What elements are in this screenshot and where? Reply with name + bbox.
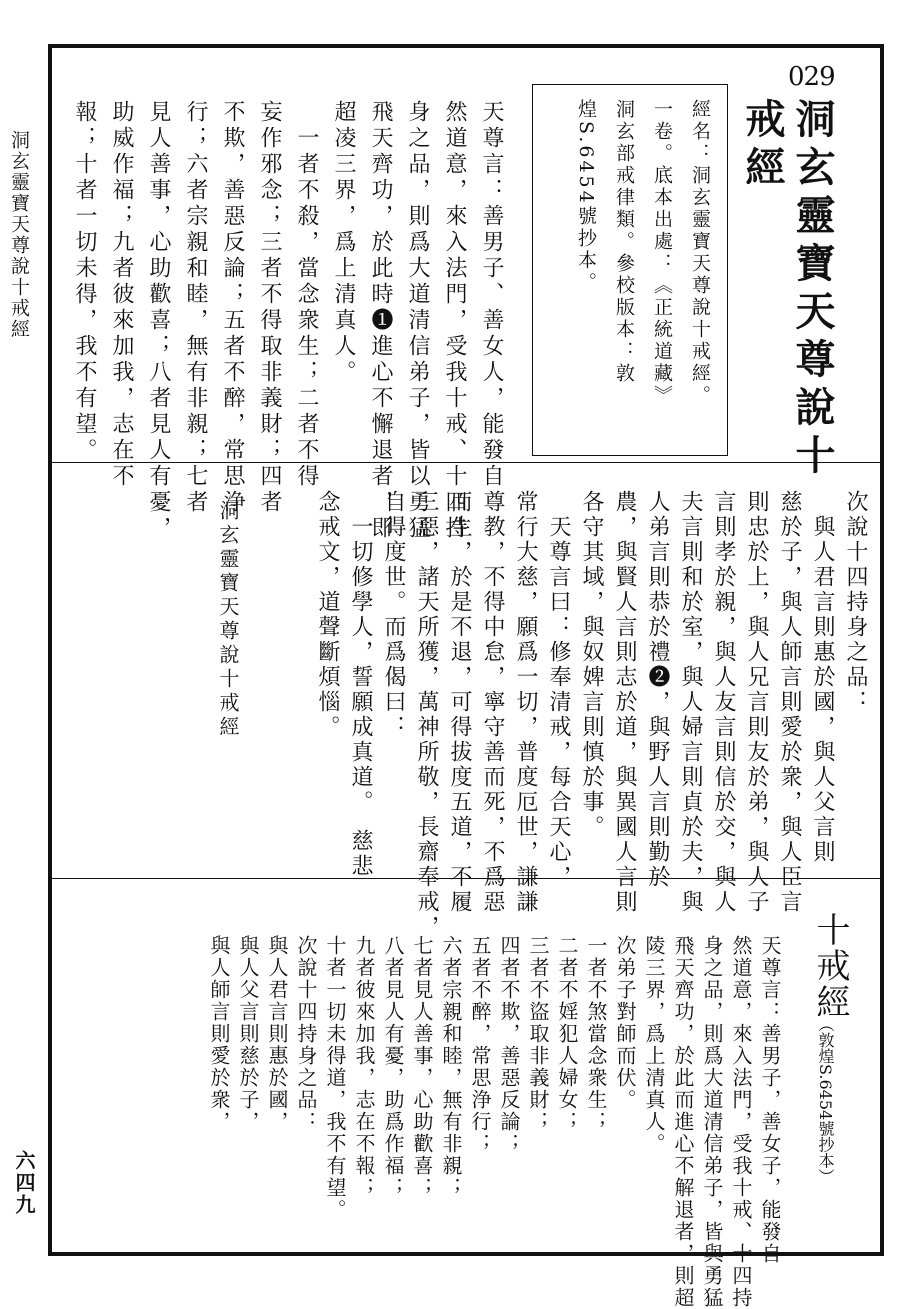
text-line: 尊教，不得中怠，寧守善而死，不爲惡	[480, 490, 505, 915]
entry-title-line-2: 戒經	[739, 98, 786, 194]
text-line: 而生，於是不退，可得拔度五道，不履	[447, 490, 472, 915]
source-note-line: 洞玄部戒律類。參校版本：敦	[613, 99, 635, 385]
text-line: 三惡，諸天所獲，萬神所敬，長齋奉戒，	[414, 490, 439, 940]
source-note-line: 經名：洞玄靈寶天尊說十戒經。	[689, 99, 711, 407]
text-line: 天尊言曰：修奉清戒，每合天心，	[546, 490, 571, 890]
text-line: 各守其域，與奴婢言則慎於事。	[579, 490, 604, 840]
running-head: 洞玄靈寶天尊說十戒經	[8, 130, 30, 340]
appendix-line: 與人君言則惠於國，	[265, 935, 289, 1133]
appendix-line: 六者宗親和睦，無有非親；	[439, 935, 463, 1199]
text-line: 人弟言則恭於禮❷，與野人言則勤於	[645, 490, 670, 890]
text-line: 天尊言：善男子、善女人，能發自	[479, 100, 504, 490]
appendix-line: 身之品，則爲大道清信弟子，皆與勇猛	[700, 935, 724, 1309]
text-line: 行；六者宗親和睦，無有非親；七者	[183, 100, 208, 516]
entry-number: 029	[788, 62, 835, 92]
text-line: 慈於子，與人師言則愛於衆，與人臣言	[777, 490, 802, 915]
text-line: 則忠於上，與人兄言則友於弟，與人子	[744, 490, 769, 915]
text-line: 飛天齊功，於此時❶進心不懈退者，即	[368, 100, 393, 542]
text-line: 次說十四持身之品：	[843, 490, 868, 715]
text-line: 見人善事，心助歡喜；八者見人有憂，	[146, 100, 171, 542]
text-line: 農，與賢人言則志於道，與異國人言則	[612, 490, 637, 915]
appendix-title: 十戒經	[810, 912, 850, 1020]
text-line: 夫言則和於室，與人婦言則貞於夫，與	[678, 490, 703, 915]
source-note-line: 一卷。底本出處：《正統道藏》	[651, 99, 673, 407]
text-line: 報；十者一切未得，我不有望。	[72, 100, 97, 464]
appendix-line: 二者不婬犯人婦女；	[555, 935, 579, 1133]
text-line: 妄作邪念；三者不得取非義財；四者	[257, 100, 282, 516]
closing-title: 洞玄靈寶天尊說十戒經	[216, 500, 240, 740]
appendix-line: 次說十四持身之品：	[294, 935, 318, 1133]
text-line: 言則孝於親，與人友言則信於交，與人	[711, 490, 736, 915]
text-line: 身之品，則爲大道清信弟子，皆以勇猛	[405, 100, 430, 542]
appendix-line: 九者彼來加我，志在不報；	[352, 935, 376, 1199]
source-note-line: 煌S.6454號抄本。	[575, 99, 597, 294]
text-line: 常行大慈，願爲一切，普度厄世，謙謙	[513, 490, 538, 915]
appendix-line: 陵三界，爲上清真人。	[642, 935, 666, 1155]
text-line: 與人君言則惠於國，與人父言則	[810, 490, 835, 865]
appendix-line: 然道意，來入法門，受我十戒、十四持	[729, 935, 753, 1309]
text-line: 一者不殺，當念衆生；二者不得	[294, 100, 319, 490]
text-line: 助威作福；九者彼來加我，志在不	[109, 100, 134, 490]
appendix-line: 四者不欺，善惡反論；	[497, 935, 521, 1155]
appendix-line: 十者一切未得道，我不有望。	[323, 935, 347, 1221]
appendix-line: 天尊言：善男子，善女子，能發自	[758, 935, 782, 1265]
appendix-line: 三者不盜取非義財；	[526, 935, 550, 1133]
text-block-b	[311, 490, 872, 940]
text-line: 自得度世。而爲偈曰：	[381, 490, 406, 740]
entry-title-line-1: 洞玄靈寶天尊說十	[789, 98, 836, 482]
source-note-box	[532, 84, 728, 456]
text-line: 不欺，善惡反論；五者不醉，常思浄	[220, 100, 245, 516]
text-block-a	[66, 100, 510, 542]
appendix-line: 七者見人善事，心助歡喜；	[410, 935, 434, 1199]
text-line: 然道意，來入法門，受我十戒、十四持	[442, 100, 467, 542]
appendix-text	[204, 935, 784, 1309]
appendix-line: 八者見人有憂，助爲作福；	[381, 935, 405, 1199]
appendix-line: 一者不煞當念衆生；	[584, 935, 608, 1133]
appendix-line: 次弟子對師而伏。	[613, 935, 637, 1111]
appendix-line: 飛天齊功，於此而進心不解退者，則超	[671, 935, 695, 1309]
appendix-line: 五者不醉，常思浄行；	[468, 935, 492, 1155]
text-line: 超凌三界，爲上清真人。	[331, 100, 356, 386]
text-line: 念戒文，道聲斷煩惱。	[315, 490, 340, 740]
appendix-line: 與人父言則慈於子，	[236, 935, 260, 1133]
appendix-line: 與人師言則愛於衆，	[207, 935, 231, 1133]
page-number: 六四九	[12, 1150, 36, 1216]
appendix-source: （敦煌S.6454號抄本）	[816, 1016, 835, 1185]
text-line: 一切修學人，誓願成真道。 慈悲	[348, 490, 373, 879]
